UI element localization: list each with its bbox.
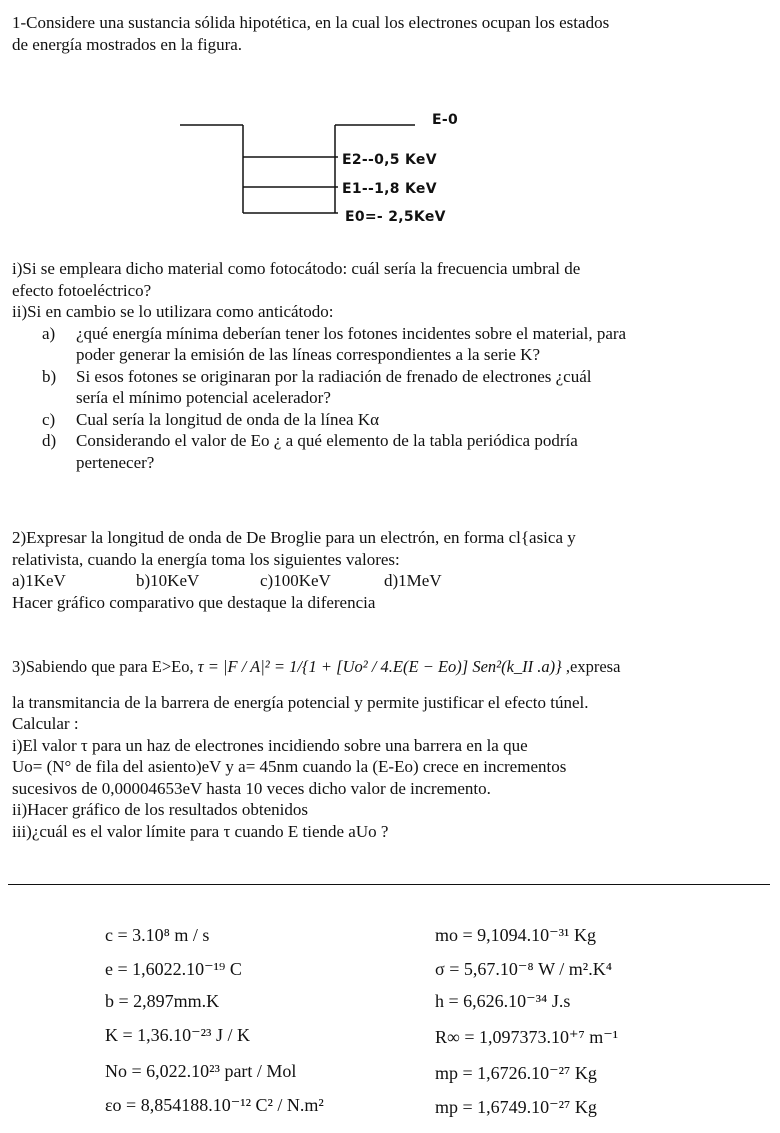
item-marker: b) [42,366,57,386]
level-e0-label: E0=- 2,5KeV [345,209,446,225]
constant-right: h = 6,626.10⁻³⁴ J.s [435,991,571,1011]
q1-part-ii: ii)Si en cambio se lo utilizara como anticátodo: [12,302,334,321]
constant-left: No = 6,022.10²³ part / Mol [105,1061,297,1081]
q2-choice-a: a)1KeV [12,571,66,590]
item-marker: a) [42,323,56,343]
constant-right: mo = 9,1094.10⁻³¹ Kg [435,925,596,945]
constant-left: e = 1,6022.10⁻¹⁹ C [105,959,242,979]
q2-line: 2)Expresar la longitud de onda de De Broglie para un electrón, en forma cl{asica y [12,528,576,547]
q2-choices [12,570,772,592]
constant-right: R∞ = 1,097373.10⁺⁷ m⁻¹ [435,1027,619,1047]
constant-left: εo = 8,854188.10⁻¹² C² / N.m² [105,1095,324,1115]
q1-item-d [12,430,772,452]
q2-line: relativista, cuando la energía toma los siguientes valores: [12,549,400,569]
q3-line: sucesivos de 0,00004653eV hasta 10 veces dicho valor de incremento. [12,778,491,798]
q1-intro-line: 1-Considere una sustancia sólida hipotética, en la cual los electrones ocupan los estados [12,13,610,32]
constant-left: K = 1,36.10⁻²³ J / K [105,1025,250,1045]
energy-level-diagram [175,108,495,228]
q1-item-a [12,323,772,345]
transmittance-formula: τ = |F / A|² = 1/{1 + [Uo² / 4.E(E − Eo)] Sen²(k_II .a)} [197,657,562,676]
item-marker: c) [42,409,56,429]
q3-line: la transmitancia de la barrera de energía potencial y permite justificar el efecto túnel. [12,692,589,712]
q1-part-i: efecto fotoeléctrico? [12,280,152,300]
q3 [12,656,772,842]
constant-right: mp = 1,6749.10⁻²⁷ Kg [435,1097,597,1117]
q3-formula-line [12,656,772,678]
item-text: Considerando el valor de Eo ¿ a qué elemento de la tabla periódica podría [76,431,578,450]
q1-intro-line: de energía mostrados en la figura. [12,34,243,54]
constant-left: b = 2,897mm.K [105,991,220,1011]
q3-line: ii)Hacer gráfico de los resultados obtenidos [12,800,308,819]
section-divider [8,884,770,885]
q3-tail: ,expresa [561,657,621,676]
q2-choice-b: b)10KeV [136,571,200,590]
item-text: Si esos fotones se originaran por la radiación de frenado de electrones ¿cuál [76,366,592,386]
q2 [12,527,772,613]
level-e1-label: E1--1,8 KeV [342,181,437,197]
q1-item-b-cont: sería el mínimo potencial acelerador? [76,388,331,407]
spacer [12,678,772,692]
constant-right: mp = 1,6726.10⁻²⁷ Kg [435,1063,597,1083]
item-text: ¿qué energía mínima deberían tener los fotones incidentes sobre el material, para [76,323,627,343]
constant-right: σ = 5,67.10⁻⁸ W / m².K⁴ [435,959,612,979]
q3-lead: 3)Sabiendo que para E>Eo, [12,657,198,676]
item-text: Cual sería la longitud de onda de la línea Kα [76,409,380,429]
level-e2-label: E2--0,5 KeV [342,152,437,168]
q1-item-b [12,366,772,388]
q3-line: i)El valor τ para un haz de electrones incidiendo sobre una barrera en la que [12,735,528,755]
q3-line: Calcular : [12,714,79,733]
q1-item-d-cont: pertenecer? [76,452,155,472]
constant-left: c = 3.10⁸ m / s [105,925,210,945]
q2-last-line: Hacer gráfico comparativo que destaque la diferencia [12,592,376,612]
q2-choice-d: d)1MeV [384,571,442,590]
q1-item-c [12,409,772,431]
q1-part-i: i)Si se empleara dicho material como fotocátodo: cuál sería la frecuencia umbral de [12,259,581,278]
q1-intro [12,12,772,55]
q3-line: iii)¿cuál es el valor límite para τ cuando E tiende aUo ? [12,821,389,841]
q2-choice-c: c)100KeV [260,571,331,590]
level-e-top-label: E-0 [432,112,459,128]
q1-item-a-cont: poder generar la emisión de las líneas correspondientes a la serie K? [76,345,541,364]
item-marker: d) [42,431,57,450]
q1-parts [12,258,772,473]
q3-line: Uo= (N° de fila del asiento)eV y a= 45nm cuando la (E-Eo) crece en incrementos [12,757,567,776]
